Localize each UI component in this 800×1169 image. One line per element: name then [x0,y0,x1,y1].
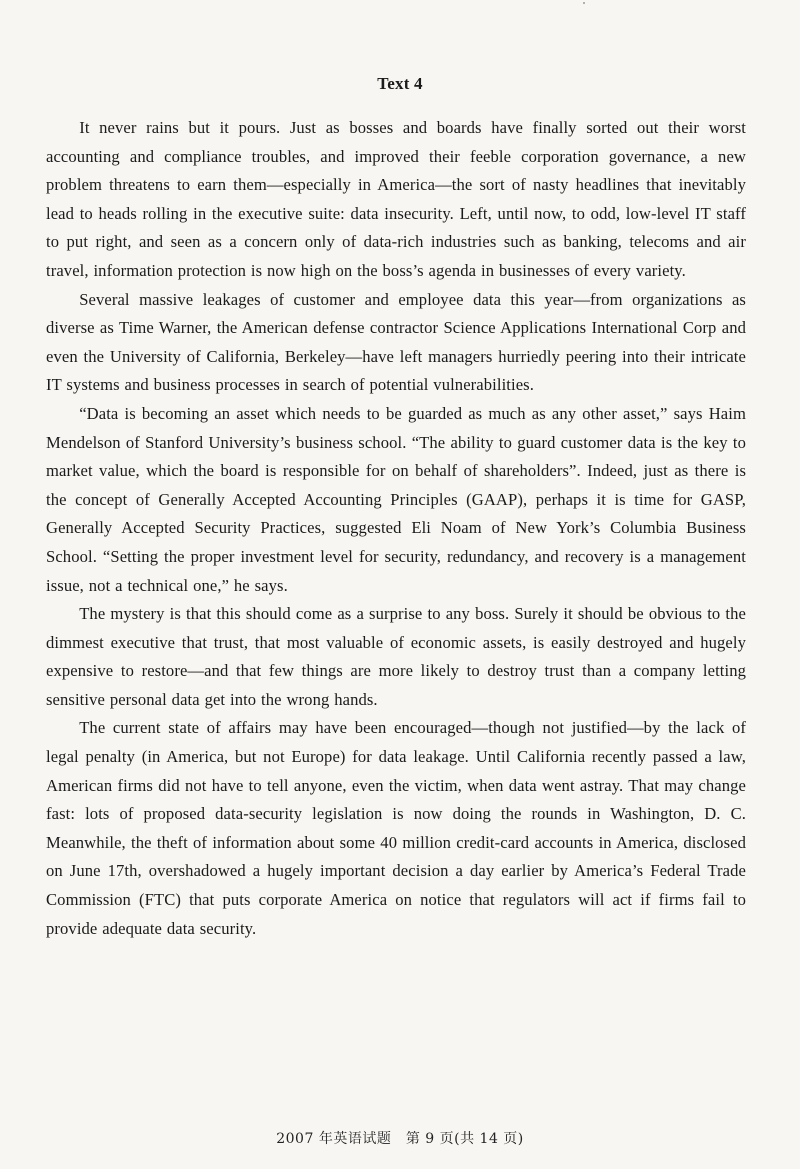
scan-speck [583,2,585,4]
paragraph-5: The current state of affairs may have been encouraged—though not justified—by the lack of legal penalty (in America, but not Europe) for data leakage. Until California recently passed a law, American firms did not have to tell anyone, even the victim, when data went astray. That may change fast: lots of proposed data-security legislation is now doing the rounds in Washington, D. C. Meanwhile, the theft of information about some 40 million credit-card accounts in America, disclosed on June 17th, overshadowed a hugely important decision a day earlier by America’s Federal Trade Commission (FTC) that puts corporate America on notice that regulators will act if firms fail to provide adequate data security. [46,718,746,938]
paragraph-1: It never rains but it pours. Just as bosses and boards have finally sorted out their worst accounting and compliance troubles, and improved their feeble corporation governance, a new problem threatens to earn them—especially in America—the sort of nasty headlines that inevitably lead to heads rolling in the executive suite: data insecurity. Left, until now, to odd, low-level IT staff to put right, and seen as a concern only of data-rich industries such as banking, telecoms and air travel, information protection is now high on the boss’s agenda in businesses of every variety. [46,118,746,280]
passage-body [46,114,746,943]
paragraph-4: The mystery is that this should come as a surprise to any boss. Surely it should be obvious to the dimmest executive that trust, that most valuable of economic assets, is easily destroyed and hugely expensive to restore—and that few things are more likely to destroy trust than a company letting sensitive personal data get into the wrong hands. [46,604,746,709]
passage-title: Text 4 [377,74,423,93]
paragraph-3: “Data is becoming an asset which needs to be guarded as much as any other asset,” says Haim Mendelson of Stanford University’s business school. “The ability to guard customer data is the key to market value, which the board is responsible for on behalf of shareholders”. Indeed, just as there is the concept of Generally Accepted Accounting Principles (GAAP), perhaps it is time for GASP, Generally Accepted Security Practices, suggested Eli Noam of New York’s Columbia Business School. “Setting the proper investment level for security, redundancy, and recovery is a management issue, not a technical one,” he says. [46,403,746,595]
page-footer: 2007 年英语试题 第 9 页(共 14 页) [276,1131,524,1147]
paragraph-2: Several massive leakages of customer and employee data this year—from organizations as diverse as Time Warner, the American defense contractor Science Applications International Corp and even the University of California, Berkeley—have left managers hurriedly peering into their intricate IT systems and business processes in search of potential vulnerabilities. [46,289,746,395]
